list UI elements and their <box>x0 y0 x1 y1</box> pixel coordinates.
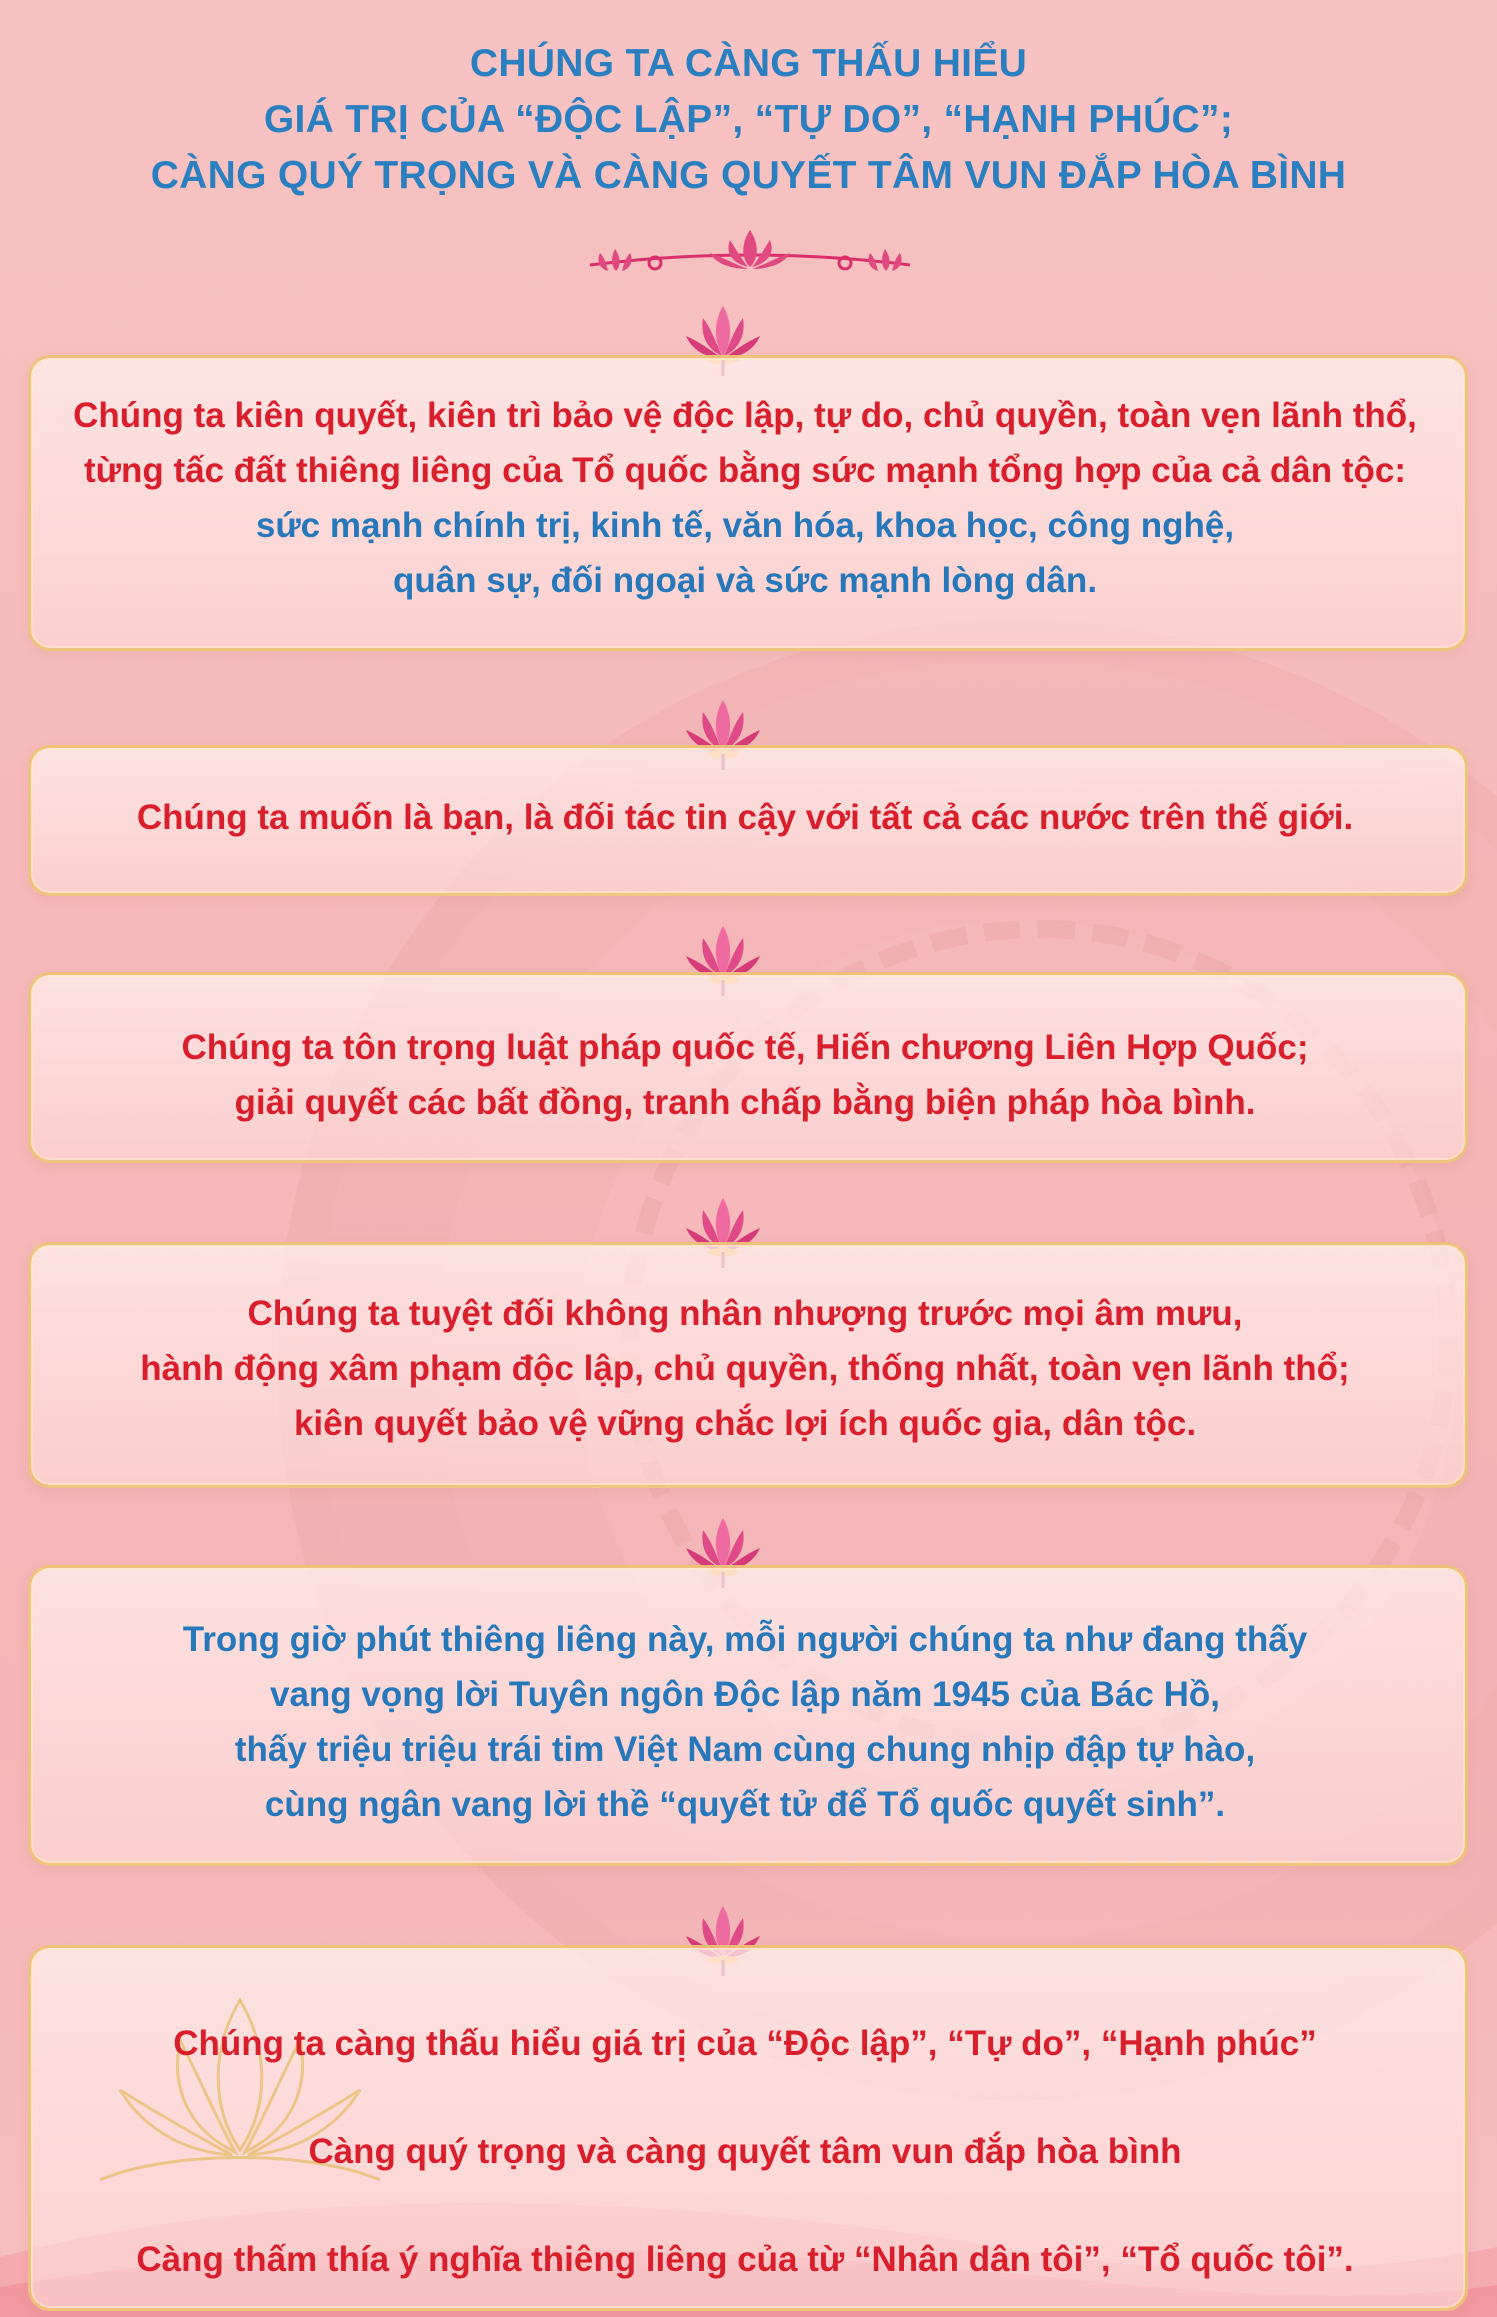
section-6-red-line-1: Chúng ta càng thấu hiểu giá trị của “Độc lập”, “Tự do”, “Hạnh phúc” <box>173 2024 1317 2063</box>
section-4-red-line-3: kiên quyết bảo vệ vững chắc lợi ích quốc gia, dân tộc. <box>293 1404 1197 1443</box>
title-line-3: CÀNG QUÝ TRỌNG VÀ CÀNG QUYẾT TÂM VUN ĐẮP HÒA BÌNH <box>150 154 1347 197</box>
section-6-text <box>28 1990 1462 2314</box>
section-5-text <box>28 1612 1462 1832</box>
section-4-text <box>28 1286 1462 1451</box>
lotus-ornament-icon <box>560 225 940 285</box>
section-1-blue-line-1: sức mạnh chính trị, kinh tế, văn hóa, khoa học, công nghệ, <box>255 506 1235 545</box>
section-3-red-line-2: giải quyết các bất đồng, tranh chấp bằng biện pháp hòa bình. <box>234 1083 1256 1122</box>
section-1-text <box>28 388 1462 608</box>
section-3-text <box>28 1020 1462 1130</box>
section-1-blue-line-2: quân sự, đối ngoại và sức mạnh lòng dân. <box>392 561 1098 600</box>
section-1-red-line-2: từng tấc đất thiêng liêng của Tổ quốc bằng sức mạnh tổng hợp của cả dân tộc: <box>83 451 1407 490</box>
section-5-blue-line-2: vang vọng lời Tuyên ngôn Độc lập năm 1945 của Bác Hồ, <box>270 1675 1220 1714</box>
section-2-red-line-1: Chúng ta muốn là bạn, là đối tác tin cậy với tất cả các nước trên thế giới. <box>136 798 1354 837</box>
section-4-red-line-2: hành động xâm phạm độc lập, chủ quyền, thống nhất, toàn vẹn lãnh thổ; <box>140 1349 1350 1388</box>
page-title <box>0 36 1497 204</box>
section-2-text <box>28 790 1462 845</box>
section-4-red-line-1: Chúng ta tuyệt đối không nhân nhượng trước mọi âm mưu, <box>247 1294 1243 1333</box>
section-5-blue-line-4: cùng ngân vang lời thề “quyết tử để Tổ quốc quyết sinh”. <box>264 1785 1226 1824</box>
section-3-red-line-1: Chúng ta tôn trọng luật pháp quốc tế, Hiến chương Liên Hợp Quốc; <box>181 1028 1309 1067</box>
section-6-red-line-2: Càng quý trọng và càng quyết tâm vun đắp hòa bình <box>308 2132 1182 2171</box>
title-line-1: CHÚNG TA CÀNG THẤU HIỂU <box>469 42 1028 85</box>
section-5-blue-line-3: thấy triệu triệu trái tim Việt Nam cùng chung nhịp đập tự hào, <box>234 1730 1256 1769</box>
section-1-red-line-1: Chúng ta kiên quyết, kiên trì bảo vệ độc lập, tự do, chủ quyền, toàn vẹn lãnh thổ, <box>73 396 1417 435</box>
title-line-2: GIÁ TRỊ CỦA “ĐỘC LẬP”, “TỰ DO”, “HẠNH PHÚC”; <box>263 98 1234 141</box>
section-5-blue-line-1: Trong giờ phút thiêng liêng này, mỗi người chúng ta như đang thấy <box>182 1620 1308 1659</box>
section-6-red-line-3: Càng thấm thía ý nghĩa thiêng liêng của từ “Nhân dân tôi”, “Tổ quốc tôi”. <box>136 2240 1354 2279</box>
